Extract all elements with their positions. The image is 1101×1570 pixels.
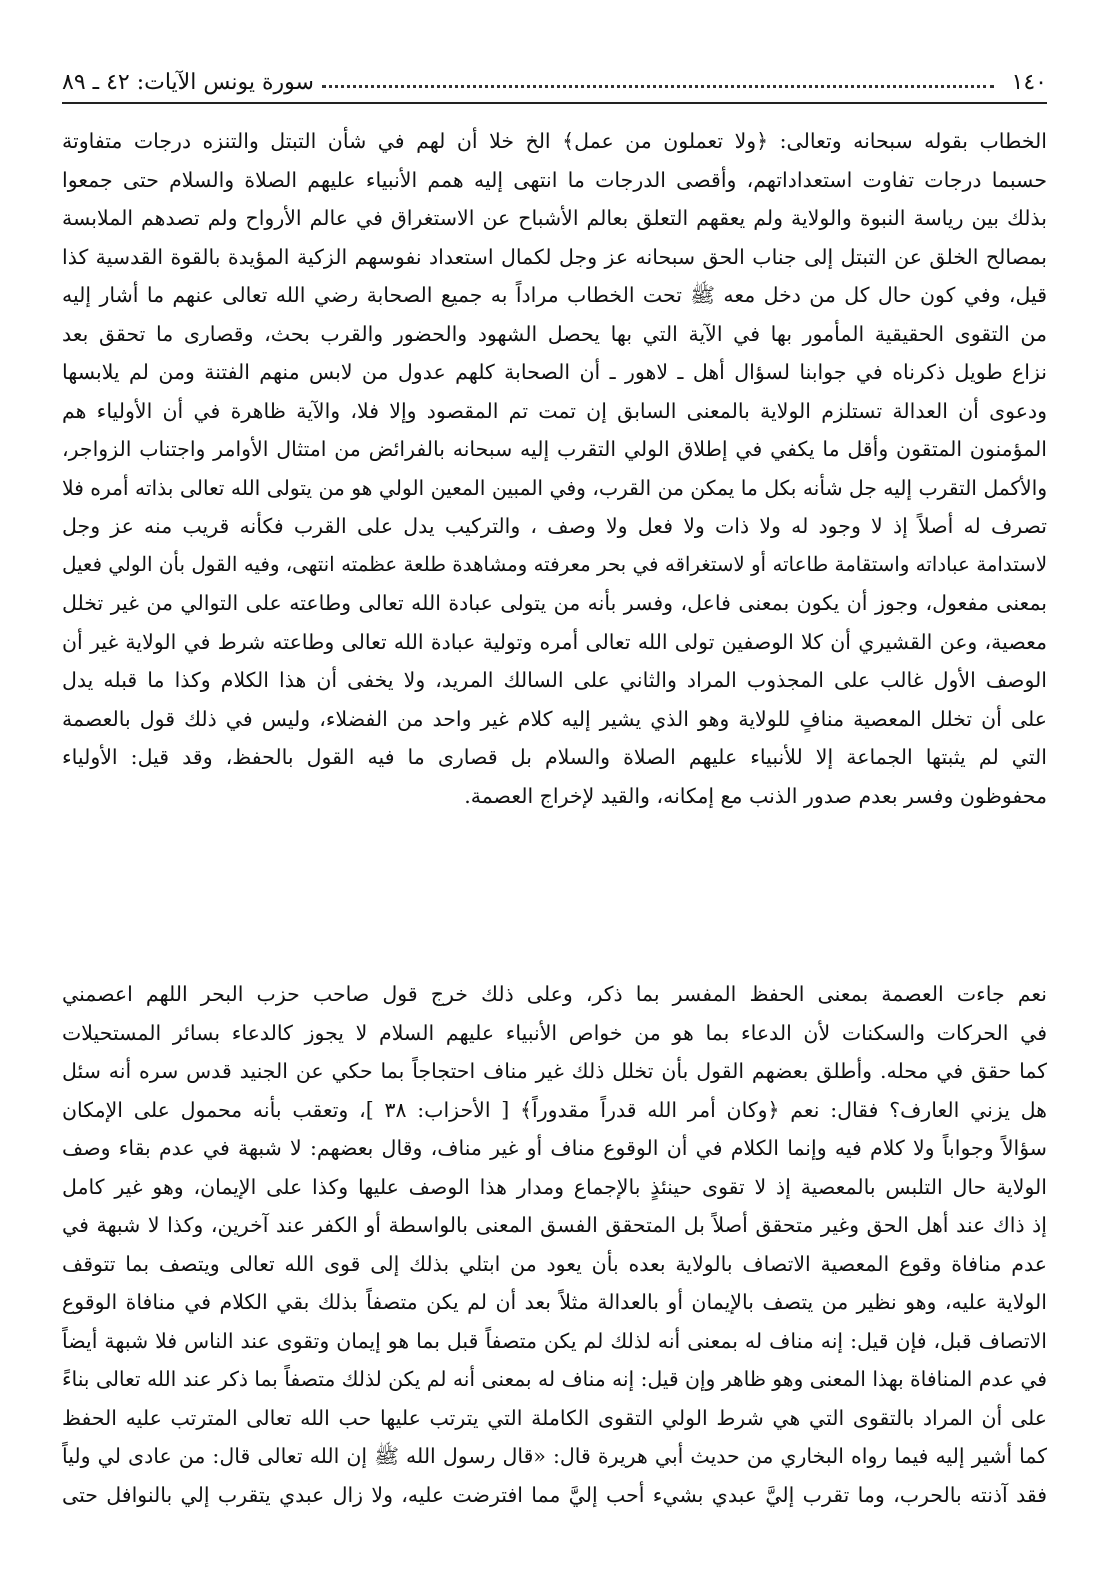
page-header (62, 62, 1047, 104)
text-line: على أن تخلل المعصية منافٍ للولاية وهو الذي يشير إليه كلام غير واحد من الفضلاء، وليس في ذلك قول بالعصمة (62, 706, 1047, 731)
text-line: كما حقق في محله. وأطلق بعضهم القول بأن تخلل ذلك غير مناف احتجاجاً بما حكي عن الجنيد قدس سره أنه سئل (62, 1059, 1047, 1083)
text-line: والأكمل التقرب إليه جل شأنه بكل ما يمكن من القرب، وفي المبين المعين الولي هو من يتولى الله تعالى بذاته أمره فلا (62, 475, 1047, 500)
text-line: ودعوى أن العدالة تستلزم الولاية بالمعنى السابق إن تمت تم المقصود وإلا فلا، والآية ظاهرة في أن الأولياء هم (62, 398, 1047, 423)
paragraph (62, 122, 1047, 815)
text-line: من التقوى الحقيقية المأمور بها في الآية التي بها يحصل الشهود والحضور والقرب بحث، وقصارى ما تحقق بعد (62, 321, 1047, 346)
text-line: بمعنى مفعول، وجوز أن يكون بمعنى فاعل، وفسر بأنه من يتولى عبادة الله تعالى وطاعته على التوالي من غير تخلل (62, 591, 1047, 615)
text-line: سؤالاً وجواباً ولا كلام فيه وإنما الكلام في أن الوقوع مناف أو غير مناف، وقال بعضهم: لا شبهة في عدم بقاء وصف (62, 1136, 1047, 1160)
text-line: في عدم المنافاة بهذا المعنى وهو ظاهر وإن قيل: إنه مناف له بمعنى أنه لم يكن لذلك متصفاً بما ذكر عند الله تعالى بناءً (62, 1367, 1047, 1391)
text-line: الولاية عليه، وهو نظير من يتصف بالإيمان أو بالعدالة مثلاً بعد أن لم يكن متصفاً بذلك بقي الكلام في منافاة الوقوع (62, 1290, 1047, 1314)
text-line: في الحركات والسكنات لأن الدعاء بما هو من خواص الأنبياء عليهم السلام لا يجوز كالدعاء بسائر المستحيلات (62, 1020, 1047, 1045)
text-line: المؤمنون المتقون وأقل ما يكفي في إطلاق الولي التقرب إليه سبحانه بالفرائض من امتثال الأوامر واجتناب الزواجر، (62, 437, 1047, 461)
text-line: معصية، وعن القشيري أن كلا الوصفين تولى الله تعالى أمره وتولية عبادة الله تعالى وطاعته شرط في الولاية غير أن (62, 629, 1047, 654)
text-line: التي لم يثبتها الجماعة إلا للأنبياء عليهم الصلاة والسلام بل قصارى ما فيه القول بالحفظ، وقد قيل: الأولياء (62, 745, 1047, 769)
text-line: نعم جاءت العصمة بمعنى الحفظ المفسر بما ذكر، وعلى ذلك خرج قول صاحب حزب البحر اللهم اعصمني (62, 982, 1047, 1006)
text-line: محفوظون وفسر بعدم صدور الذنب مع إمكانه، والقيد لإخراج العصمة. (464, 783, 1047, 808)
text-line: لاستدامة عباداته واستقامة طاعاته أو لاستغراقه في بحر معرفته ومشاهدة طلعة عظمته انتهى، وفيه القول بأن الولي فعيل (62, 552, 1047, 576)
text-line: بمصالح الخلق عن التبتل إلى جناب الحق سبحانه عز وجل لكمال استعداد نفوسهم الزكية المؤيدة بالقوة القدسية كذا (62, 244, 1047, 269)
text-line: حسبما درجات تفاوت استعداداتهم، وأقصى الدرجات ما انتهى إليه همم الأنبياء عليهم الصلاة والسلام حتى جمعوا (62, 167, 1047, 192)
text-line: كما أشير إليه فيما رواه البخاري من حديث أبي هريرة قال: «قال رسول الله ﷺ إن الله تعالى قال: من عادى لي ولياً (62, 1444, 1047, 1468)
paragraph (62, 975, 1047, 1514)
text-line: الاتصاف قبل، فإن قيل: إنه مناف له بمعنى أنه لذلك لم يكن متصفاً قبل بما هو إيمان وتقوى عند الناس فلا شبهة أيضاً (62, 1328, 1047, 1353)
text-line: على أن المراد بالتقوى التي هي شرط الولي التقوى الكاملة التي يترتب عليها حب الله تعالى المترتب عليه الحفظ (62, 1405, 1047, 1430)
text-line: قيل، وفي كون حال كل من دخل معه ﷺ تحت الخطاب مراداً به جميع الصحابة رضي الله تعالى عنهم ما أشار إليه (62, 283, 1047, 307)
text-line: تصرف له أصلاً إذ لا وجود له ولا ذات ولا فعل ولا وصف ، والتركيب يدل على القرب فكأنه قريب منه عز وجل (62, 514, 1047, 538)
text-line: نزاع طويل ذكرناه في جوابنا لسؤال أهل ـ لاهور ـ أن الصحابة كلهم عدول من لابس منهم الفتنة ومن لم يلابسها (62, 360, 1047, 384)
text-line: الولاية حال التلبس بالمعصية إذ لا تقوى حينئذٍ بالإجماع ومدار هذا الوصف عليها وكذا على الإيمان، وهو غير كامل (62, 1174, 1047, 1199)
text-line: عدم منافاة وقوع المعصية الاتصاف بالولاية بعده بأن يعود من ابتلي بذلك إلى قوى الله تعالى ويتصف بما تتوقف (62, 1251, 1047, 1276)
leader-dots (322, 85, 994, 88)
page-number: ١٤٠ (1011, 69, 1047, 95)
text-line: إذ ذاك عند أهل الحق وغير متحقق أصلاً بل المتحقق الفسق المعنى بالواسطة أو الكفر عند آخرين، وكذا لا شبهة في (62, 1213, 1047, 1237)
document-page (62, 62, 1047, 1542)
text-line: الوصف الأول غالب على المجذوب المراد والثاني على السالك المريد، ولا يخفى أن هذا الكلام وكذا ما قبله يدل (62, 668, 1047, 692)
text-line: فقد آذنته بالحرب، وما تقرب إليَّ عبدي بشيء أحب إليَّ مما افترضت عليه، ولا زال عبدي يتقرب إلي بالنوافل حتى (62, 1482, 1047, 1507)
text-line: الخطاب بقوله سبحانه وتعالى: ﴿ولا تعملون من عمل﴾ الخ خلا أن لهم في شأن التبتل والتنزه درجات متفاوتة (62, 129, 1047, 153)
running-title: سورة يونس الآيات: ٤٢ ـ ٨٩ (62, 69, 314, 95)
text-line: هل يزني العارف؟ فقال: نعم ﴿وكان أمر الله قدراً مقدوراً﴾ [ الأحزاب: ٣٨ ]، وتعقب بأنه محمول على الإمكان (62, 1097, 1047, 1122)
text-line: بذلك بين رياسة النبوة والولاية ولم يعقهم التعلق بعالم الأشباح عن الاستغراق في عالم الأرواح ولم تصدهم الملابسة (62, 206, 1047, 230)
